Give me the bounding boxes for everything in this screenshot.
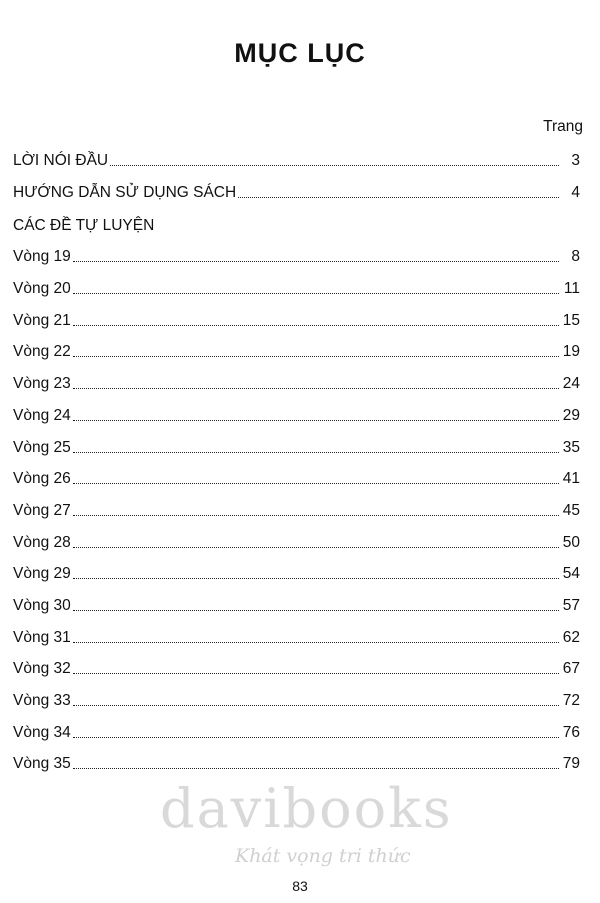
dot-leader	[73, 673, 559, 674]
toc-entry[interactable]	[13, 678, 580, 710]
toc-section-heading	[13, 202, 580, 235]
toc-entry-page: 54	[562, 565, 580, 583]
toc-entry[interactable]	[13, 647, 580, 679]
toc-entry-page: 24	[562, 375, 580, 393]
toc-entry-page: 19	[562, 343, 580, 361]
toc-entry-label: HƯỚNG DẪN SỬ DỤNG SÁCH	[13, 183, 237, 201]
toc-entry[interactable]	[13, 615, 580, 647]
toc-entry[interactable]	[13, 393, 580, 425]
dot-leader	[73, 356, 559, 357]
toc-entry-page: 45	[562, 501, 580, 519]
dot-leader	[73, 768, 559, 769]
toc-entry-page: 67	[562, 660, 580, 678]
toc-entry-label: Vòng 26	[13, 470, 71, 488]
toc-entry-label: Vòng 21	[13, 311, 71, 329]
watermark-brand: davibooks	[160, 777, 453, 840]
toc-entry-label: Vòng 34	[13, 723, 71, 741]
page-column-header: Trang	[543, 118, 583, 135]
dot-leader	[73, 483, 559, 484]
toc-entry[interactable]	[13, 552, 580, 584]
dot-leader	[73, 578, 559, 579]
toc-entry-preface[interactable]	[13, 150, 580, 170]
toc-entry-page: 79	[562, 755, 580, 773]
toc-entry-page: 29	[562, 406, 580, 424]
toc-entry-page: 15	[562, 311, 580, 329]
toc-entry-label: Vòng 20	[13, 280, 71, 298]
toc-entry-label: Vòng 28	[13, 533, 71, 551]
page-number: 83	[292, 878, 308, 894]
toc-entry[interactable]	[13, 520, 580, 552]
toc-entry[interactable]	[13, 330, 580, 362]
dot-leader	[73, 610, 559, 611]
dot-leader	[73, 420, 559, 421]
dot-leader	[73, 452, 559, 453]
toc-entry-label: Vòng 23	[13, 375, 71, 393]
toc-section-label: CÁC ĐỀ TỰ LUYỆN	[13, 216, 155, 234]
toc-entry-page: 11	[563, 280, 580, 298]
dot-leader	[73, 261, 559, 262]
toc-entry[interactable]	[13, 583, 580, 615]
toc-entry-label: Vòng 33	[13, 692, 71, 709]
toc-entry-label: Vòng 29	[13, 565, 71, 583]
toc-entry-page: 35	[562, 438, 580, 456]
toc-entry-page: 62	[562, 628, 580, 646]
dot-leader	[73, 293, 559, 294]
toc-entry[interactable]	[13, 425, 580, 457]
toc-entry-page: 3	[571, 152, 580, 169]
dot-leader	[73, 642, 559, 643]
toc-entry-page: 76	[562, 723, 580, 741]
dot-leader	[73, 547, 559, 548]
dot-leader	[73, 705, 559, 706]
toc-entry[interactable]	[13, 235, 580, 267]
toc-entry-page: 72	[562, 692, 580, 709]
toc-entry[interactable]	[13, 488, 580, 520]
toc-entry[interactable]	[13, 361, 580, 393]
toc-entry-page: 50	[562, 533, 580, 551]
table-of-contents	[13, 150, 580, 773]
toc-entry-label: Vòng 24	[13, 406, 71, 424]
toc-entry-label: Vòng 22	[13, 343, 71, 361]
toc-entry-page: 41	[562, 470, 580, 488]
toc-entry-guide[interactable]	[13, 170, 580, 202]
toc-entry-label: Vòng 35	[13, 755, 71, 773]
page-title: MỤC LỤC	[234, 38, 366, 68]
toc-entry[interactable]	[13, 742, 580, 774]
toc-entry-label: Vòng 25	[13, 438, 71, 456]
toc-entry[interactable]	[13, 298, 580, 330]
toc-entry-page: 57	[562, 596, 580, 614]
dot-leader	[73, 388, 559, 389]
toc-entry-label: LỜI NÓI ĐẦU	[13, 152, 109, 169]
dot-leader	[73, 325, 559, 326]
toc-entry-label: Vòng 32	[13, 660, 71, 678]
dot-leader	[73, 515, 559, 516]
toc-entry[interactable]	[13, 457, 580, 489]
toc-entry-page: 4	[571, 183, 580, 201]
toc-entry-page: 8	[571, 248, 580, 266]
toc-entry-label: Vòng 31	[13, 628, 71, 646]
toc-entry[interactable]	[13, 266, 580, 298]
toc-entry-label: Vòng 27	[13, 501, 71, 519]
toc-entry-label: Vòng 30	[13, 596, 71, 614]
watermark-tagline: Khát vọng tri thức	[235, 845, 411, 867]
dot-leader	[110, 165, 559, 166]
toc-entry[interactable]	[13, 710, 580, 742]
dot-leader	[73, 737, 559, 738]
dot-leader	[238, 197, 559, 198]
toc-entry-label: Vòng 19	[13, 248, 71, 266]
